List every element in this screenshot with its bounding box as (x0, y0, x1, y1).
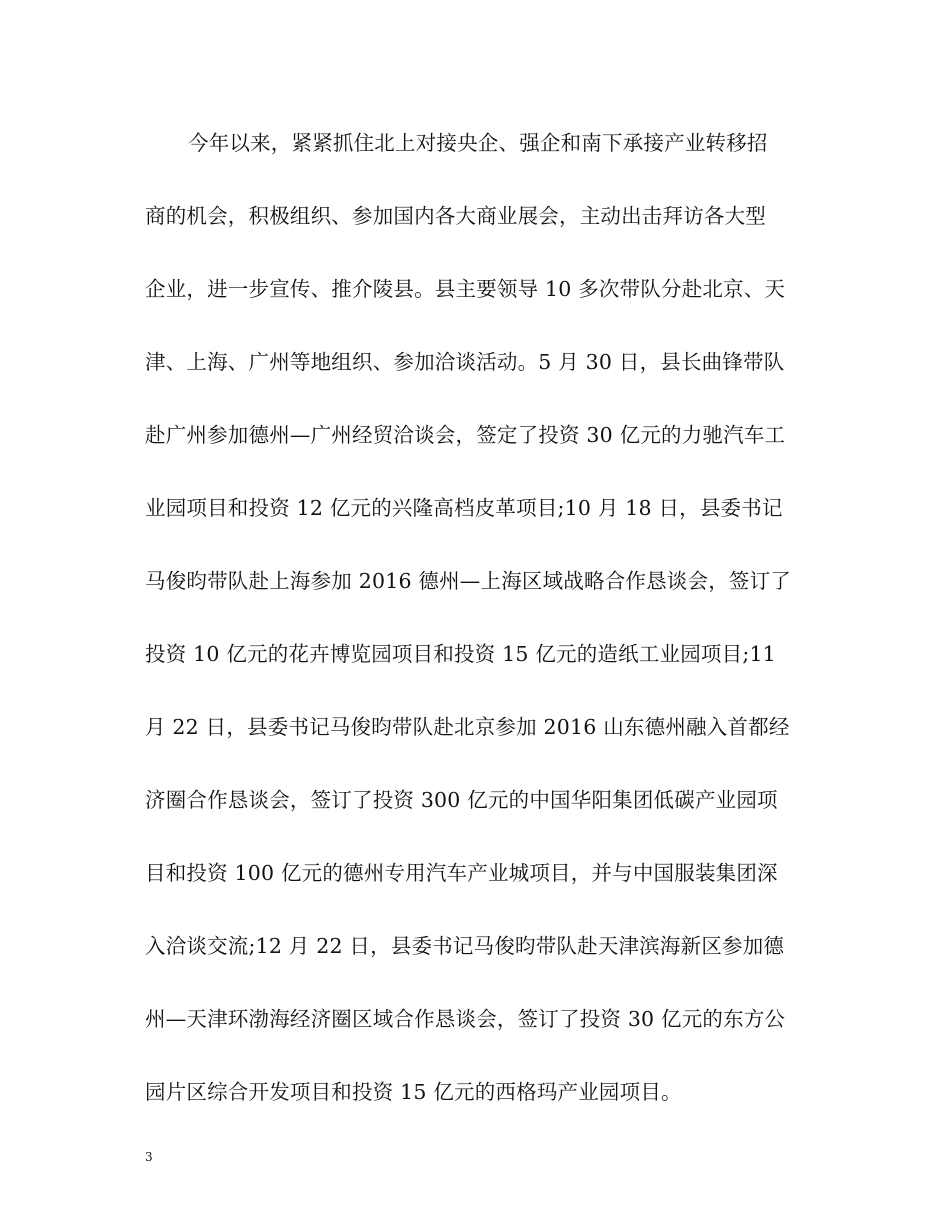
text-line: 目和投资 100 亿元的德州专用汽车产业城项目，并与中国服装集团深 (145, 861, 778, 885)
text-line: 园片区综合开发项目和投资 15 亿元的西格玛产业园项目。 (145, 1080, 682, 1104)
text-line: 今年以来，紧紧抓住北上对接央企、强企和南下承接产业转移招 (188, 131, 768, 155)
text-line: 济圈合作恳谈会，签订了投资 300 亿元的中国华阳集团低碳产业园项 (145, 788, 778, 812)
text-line: 赴广州参加德州—广州经贸洽谈会，签定了投资 30 亿元的力驰汽车工 (145, 423, 786, 447)
text-line: 商的机会，积极组织、参加国内各大商业展会，主动出击拜访各大型 (145, 204, 766, 228)
text-line: 业园项目和投资 12 亿元的兴隆高档皮革项目;10 月 18 日，县委书记 (145, 496, 783, 520)
text-line: 企业，进一步宣传、推介陵县。县主要领导 10 多次带队分赴北京、天 (145, 277, 786, 301)
text-line: 投资 10 亿元的花卉博览园项目和投资 15 亿元的造纸工业园项目;11 (145, 642, 776, 666)
text-line: 马俊昀带队赴上海参加 2016 德州—上海区域战略合作恳谈会，签订了 (145, 569, 792, 593)
text-line: 州—天津环渤海经济圈区域合作恳谈会，签订了投资 30 亿元的东方公 (145, 1007, 786, 1031)
text-line: 津、上海、广州等地组织、参加洽谈活动。5 月 30 日，县长曲锋带队 (145, 350, 785, 374)
text-line: 月 22 日，县委书记马俊昀带队赴北京参加 2016 山东德州融入首都经 (145, 715, 790, 739)
text-line: 入洽谈交流;12 月 22 日，县委书记马俊昀带队赴天津滨海新区参加德 (145, 934, 785, 958)
page-number: 3 (145, 1150, 153, 1164)
